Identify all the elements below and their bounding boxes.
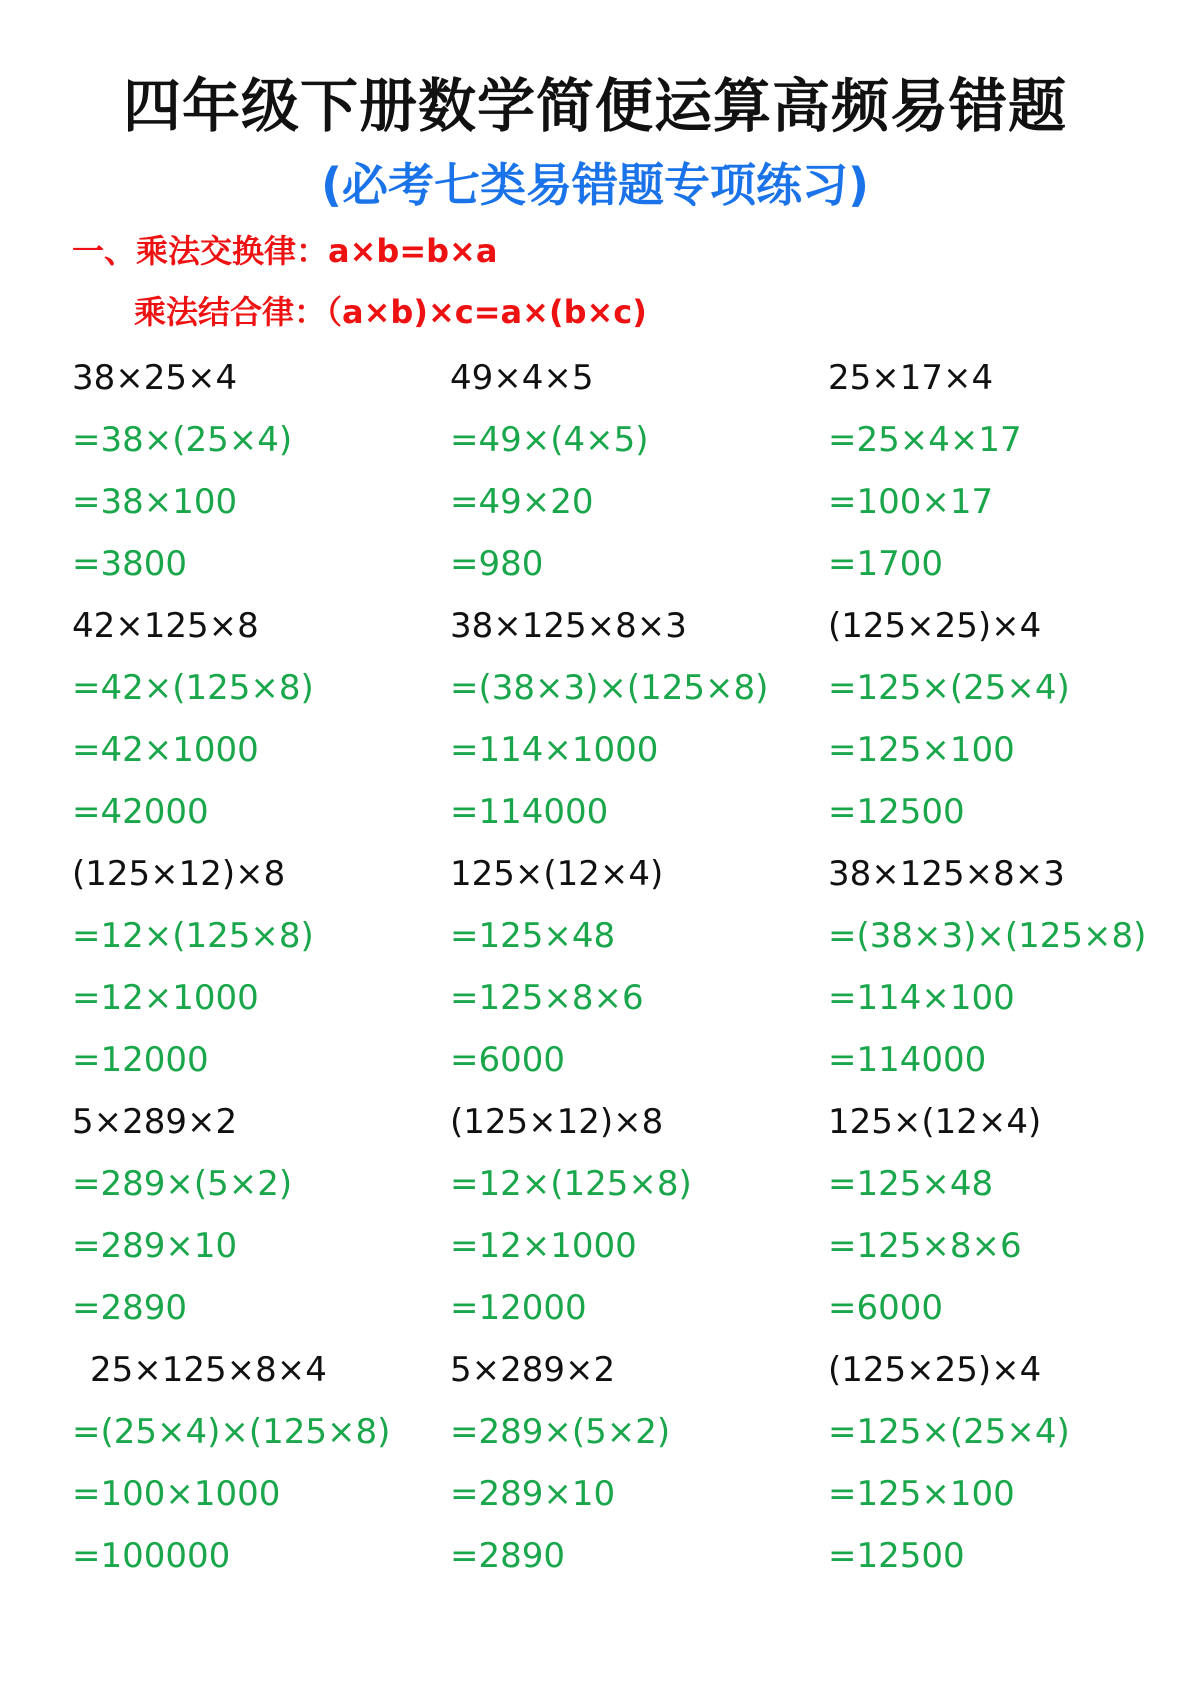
question-row bbox=[0, 347, 1190, 409]
answer: =100000 bbox=[72, 1536, 231, 1576]
question: 5×289×2 bbox=[72, 1102, 238, 1142]
solution-row bbox=[0, 1215, 1190, 1277]
solution-step: =38×(25×4) bbox=[72, 420, 293, 460]
question-row bbox=[0, 1339, 1190, 1401]
solution-row bbox=[0, 719, 1190, 781]
question: 42×125×8 bbox=[72, 606, 259, 646]
solution-step: =12×1000 bbox=[72, 978, 259, 1018]
page-subtitle: (必考七类易错题专项练习) bbox=[320, 158, 870, 212]
solution-step: =(38×3)×(125×8) bbox=[450, 668, 769, 708]
solution-step: =100×1000 bbox=[72, 1474, 281, 1514]
answer: =12000 bbox=[450, 1288, 587, 1328]
section-heading-associative-law: 乘法结合律：（a×b)×c=a×(b×c) bbox=[134, 293, 647, 331]
page-title: 四年级下册数学简便运算高频易错题 bbox=[122, 72, 1067, 140]
solution-step: =289×(5×2) bbox=[450, 1412, 671, 1452]
solution-row bbox=[0, 1463, 1190, 1525]
answer: =114000 bbox=[450, 792, 609, 832]
answer-row bbox=[0, 1029, 1190, 1091]
question: (125×25)×4 bbox=[828, 1350, 1042, 1390]
question: (125×12)×8 bbox=[450, 1102, 664, 1142]
question: 25×125×8×4 bbox=[90, 1350, 327, 1390]
question: 38×25×4 bbox=[72, 358, 238, 398]
section-heading-commutative-law: 一、乘法交换律：a×b=b×a bbox=[72, 232, 498, 270]
question: 125×(12×4) bbox=[828, 1102, 1042, 1142]
answer: =3800 bbox=[72, 544, 188, 584]
solution-step: =114×100 bbox=[828, 978, 1015, 1018]
answer-row bbox=[0, 1525, 1190, 1587]
answer: =12500 bbox=[828, 1536, 965, 1576]
solution-step: =12×(125×8) bbox=[450, 1164, 692, 1204]
answer: =6000 bbox=[450, 1040, 566, 1080]
answer: =6000 bbox=[828, 1288, 944, 1328]
question: (125×25)×4 bbox=[828, 606, 1042, 646]
solution-step: =125×48 bbox=[828, 1164, 994, 1204]
question: 38×125×8×3 bbox=[828, 854, 1065, 894]
problem-grid bbox=[0, 347, 1190, 1587]
solution-step: =125×(25×4) bbox=[828, 668, 1070, 708]
solution-step: =38×100 bbox=[72, 482, 238, 522]
answer: =12000 bbox=[72, 1040, 209, 1080]
solution-row bbox=[0, 905, 1190, 967]
solution-step: =12×(125×8) bbox=[72, 916, 314, 956]
question: 125×(12×4) bbox=[450, 854, 664, 894]
solution-step: =289×10 bbox=[72, 1226, 238, 1266]
question: 25×17×4 bbox=[828, 358, 994, 398]
solution-row bbox=[0, 1153, 1190, 1215]
answer: =1700 bbox=[828, 544, 944, 584]
solution-step: =25×4×17 bbox=[828, 420, 1022, 460]
answer-row bbox=[0, 533, 1190, 595]
solution-step: =114×1000 bbox=[450, 730, 659, 770]
question-row bbox=[0, 595, 1190, 657]
question: (125×12)×8 bbox=[72, 854, 286, 894]
solution-step: =(38×3)×(125×8) bbox=[828, 916, 1147, 956]
solution-step: =125×100 bbox=[828, 1474, 1015, 1514]
solution-step: =125×(25×4) bbox=[828, 1412, 1070, 1452]
solution-row bbox=[0, 471, 1190, 533]
question: 49×4×5 bbox=[450, 358, 594, 398]
solution-row bbox=[0, 409, 1190, 471]
answer: =980 bbox=[450, 544, 544, 584]
question: 5×289×2 bbox=[450, 1350, 616, 1390]
solution-row bbox=[0, 967, 1190, 1029]
solution-step: =125×8×6 bbox=[450, 978, 644, 1018]
answer: =2890 bbox=[450, 1536, 566, 1576]
answer: =42000 bbox=[72, 792, 209, 832]
answer: =114000 bbox=[828, 1040, 987, 1080]
question: 38×125×8×3 bbox=[450, 606, 687, 646]
solution-step: =42×(125×8) bbox=[72, 668, 314, 708]
answer: =2890 bbox=[72, 1288, 188, 1328]
answer: =12500 bbox=[828, 792, 965, 832]
solution-row bbox=[0, 657, 1190, 719]
question-row bbox=[0, 1091, 1190, 1153]
question-row bbox=[0, 843, 1190, 905]
answer-row bbox=[0, 781, 1190, 843]
solution-step: =289×(5×2) bbox=[72, 1164, 293, 1204]
solution-step: =49×20 bbox=[450, 482, 594, 522]
solution-step: =125×48 bbox=[450, 916, 616, 956]
solution-step: =42×1000 bbox=[72, 730, 259, 770]
solution-step: =12×1000 bbox=[450, 1226, 637, 1266]
solution-step: =(25×4)×(125×8) bbox=[72, 1412, 391, 1452]
solution-step: =100×17 bbox=[828, 482, 994, 522]
solution-row bbox=[0, 1401, 1190, 1463]
solution-step: =125×100 bbox=[828, 730, 1015, 770]
solution-step: =125×8×6 bbox=[828, 1226, 1022, 1266]
solution-step: =289×10 bbox=[450, 1474, 616, 1514]
solution-step: =49×(4×5) bbox=[450, 420, 649, 460]
answer-row bbox=[0, 1277, 1190, 1339]
